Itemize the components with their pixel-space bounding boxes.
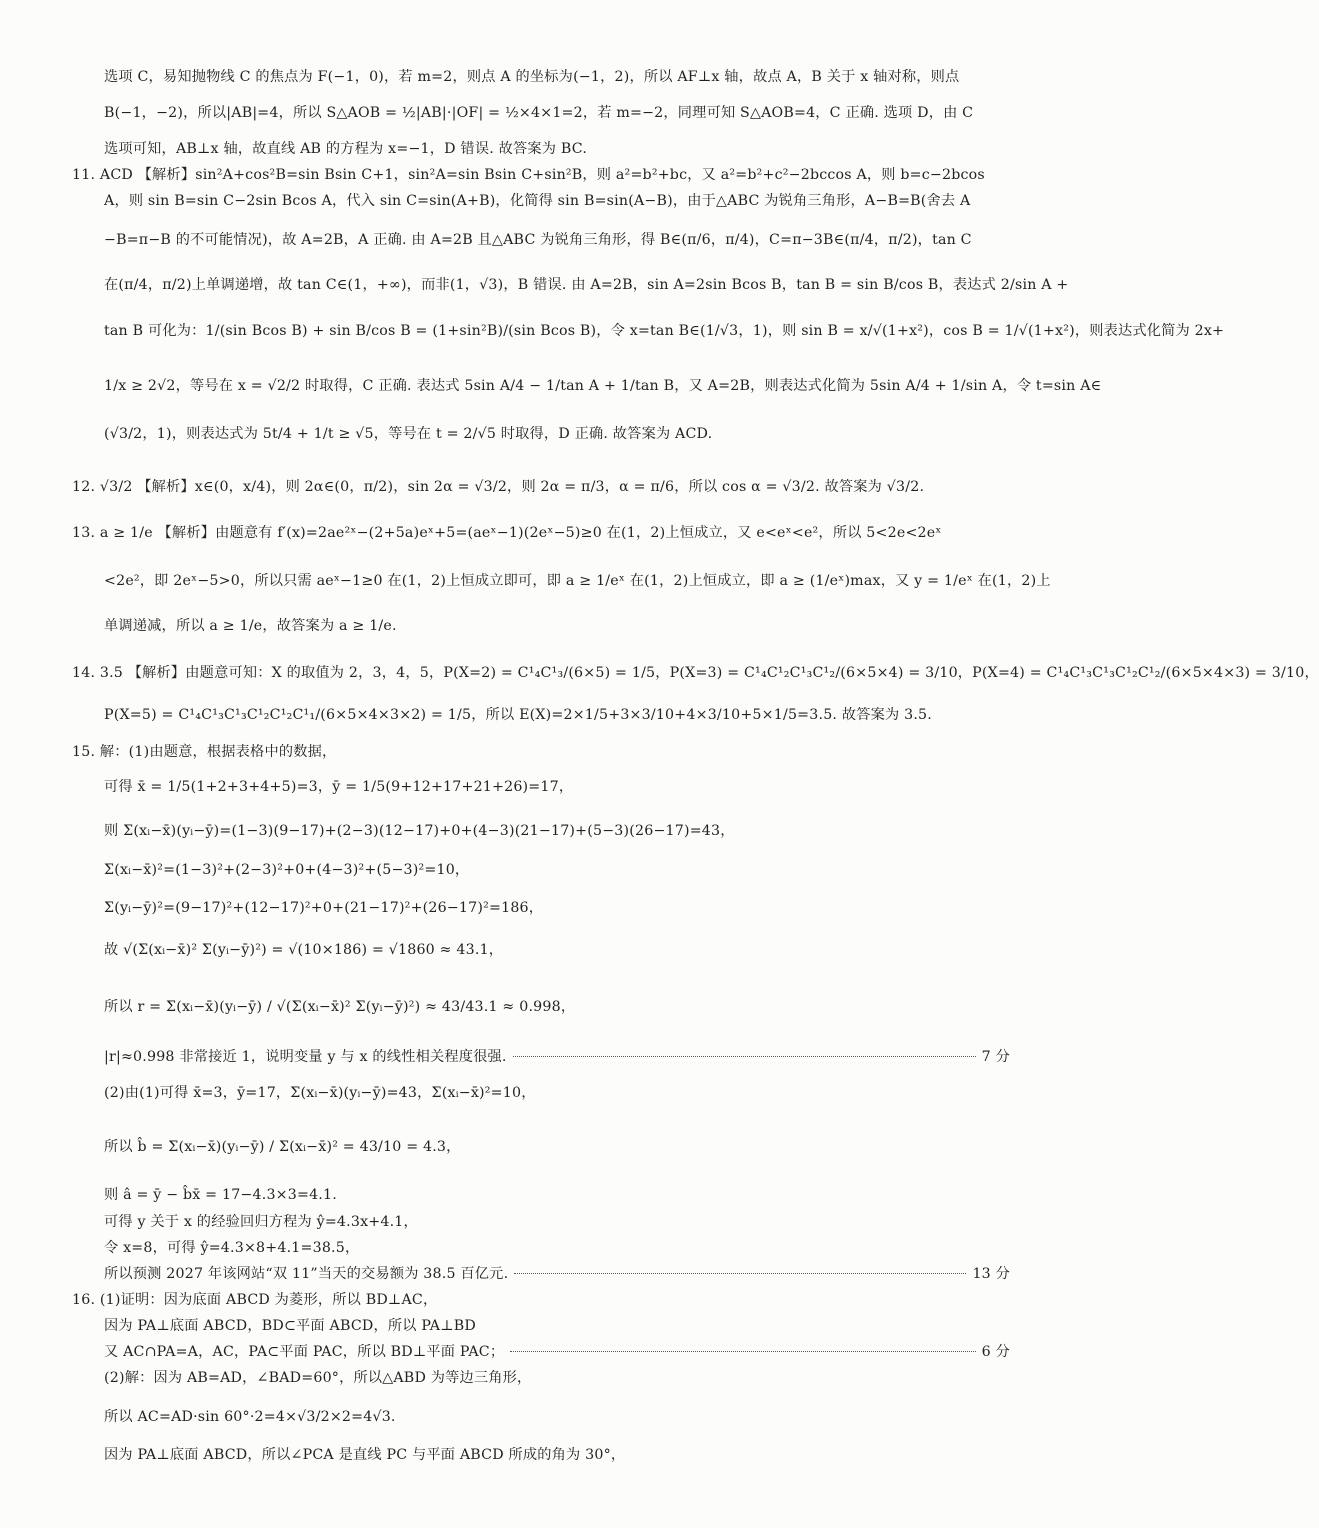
question-11-line: 11. ACD 【解析】sin²A+cos²B=sin Bsin C+1，sin²A=sin Bsin C+sin²B，则 a²=b²+bc，又 a²=b²+c²−2bccos A，则 b=c−2bcos — [72, 167, 985, 183]
text-line: Σ(xᵢ−x̄)²=(1−3)²+(2−3)²+0+(4−3)²+(5−3)²=10， — [104, 862, 470, 878]
text-line: 所以 b̂ = Σ(xᵢ−x̄)(yᵢ−ȳ) / Σ(xᵢ−x̄)² = 43/10 = 4.3， — [104, 1139, 461, 1155]
text-line: (2)由(1)可得 x̄=3，ȳ=17，Σ(xᵢ−x̄)(yᵢ−ȳ)=43，Σ(xᵢ−x̄)²=10， — [104, 1085, 536, 1101]
text-line: A，则 sin B=sin C−2sin Bcos A，代入 sin C=sin(A+B)，化简得 sin B=sin(A−B)，由于△ABC 为锐角三角形，A−B=B(舍去 A — [104, 193, 971, 209]
score-value: 6 分 — [981, 1344, 1010, 1360]
text-line: (√3/2，1)，则表达式为 5t/4 + 1/t ≥ √5，等号在 t = 2/√5 时取得，D 正确. 故答案为 ACD. — [104, 426, 713, 442]
text-line: Σ(yᵢ−ȳ)²=(9−17)²+(12−17)²+0+(21−17)²+(26−17)²=186， — [104, 900, 544, 916]
text-line: 选项可知，AB⊥x 轴，故直线 AB 的方程为 x=−1，D 错误. 故答案为 BC. — [104, 141, 588, 157]
text-line: 选项 C，易知抛物线 C 的焦点为 F(−1，0)，若 m=2，则点 A 的坐标为(−1，2)，所以 AF⊥x 轴，故点 A，B 关于 x 轴对称，则点 — [104, 69, 960, 85]
text-line: −B=π−B 的不可能情况)，故 A=2B，A 正确. 由 A=2B 且△ABC 为锐角三角形，得 B∈(π/6，π/4)，C=π−3B∈(π/4，π/2)，tan C — [104, 232, 972, 248]
question-15-line: 15. 解：(1)由题意，根据表格中的数据， — [72, 744, 337, 760]
text-line: 可得 x̄ = 1/5(1+2+3+4+5)=3，ȳ = 1/5(9+12+17+21+26)=17， — [104, 779, 574, 795]
text-line: tan B 可化为：1/(sin Bcos B) + sin B/cos B = (1+sin²B)/(sin Bcos B)，令 x=tan B∈(1/√3，1)，则 sin B = x/√(1+x²)，cos B = 1/√(1+x²)，则表达式化简为 2x+ — [104, 323, 1225, 339]
text-line: 因为 PA⊥底面 ABCD，BD⊂平面 ABCD，所以 PA⊥BD — [104, 1318, 476, 1334]
question-13-line: 13. a ≥ 1/e 【解析】由题意有 f′(x)=2ae²ˣ−(2+5a)eˣ+5=(aeˣ−1)(2eˣ−5)≥0 在(1，2)上恒成立，又 e<eˣ<e²，所以 5<2e<2eˣ — [72, 525, 942, 541]
score-line — [104, 1048, 1010, 1066]
score-line-text: 所以预测 2027 年该网站“双 11”当天的交易额为 38.5 百亿元. — [104, 1266, 509, 1282]
leader-dots — [510, 1351, 975, 1352]
question-14-line: 14. 3.5 【解析】由题意可知：X 的取值为 2，3，4，5，P(X=2) = C¹₄C¹₃/(6×5) = 1/5，P(X=3) = C¹₄C¹₂C¹₃C¹₂/(6×5×4) = 3/10，P(X=4) = C¹₄C¹₃C¹₃C¹₂C¹₂/(6×5×4×3) = 3/10， — [72, 665, 1319, 681]
text-line: 则 â = ȳ − b̂x̄ = 17−4.3×3=4.1. — [104, 1187, 337, 1203]
question-16-line: 16. (1)证明：因为底面 ABCD 为菱形，所以 BD⊥AC， — [72, 1292, 438, 1308]
text-line: 则 Σ(xᵢ−x̄)(yᵢ−ȳ)=(1−3)(9−17)+(2−3)(12−17)+0+(4−3)(21−17)+(5−3)(26−17)=43， — [104, 823, 735, 839]
score-line — [104, 1265, 1010, 1283]
text-line: P(X=5) = C¹₄C¹₃C¹₃C¹₂C¹₂C¹₁/(6×5×4×3×2) = 1/5，所以 E(X)=2×1/5+3×3/10+4×3/10+5×1/5=3.5. 故答案为 3.5. — [104, 707, 932, 723]
question-12-line: 12. √3/2 【解析】x∈(0，x/4)，则 2α∈(0，π/2)，sin 2α = √3/2，则 2α = π/3，α = π/6，所以 cos α = √3/2. 故答案为 √3/2. — [72, 479, 925, 495]
text-line: <2e²，即 2eˣ−5>0，所以只需 aeˣ−1≥0 在(1，2)上恒成立即可，即 a ≥ 1/eˣ 在(1，2)上恒成立，即 a ≥ (1/eˣ)max，又 y = 1/eˣ 在(1，2)上 — [104, 573, 1051, 589]
text-line: 故 √(Σ(xᵢ−x̄)² Σ(yᵢ−ȳ)²) = √(10×186) = √1860 ≈ 43.1， — [104, 942, 504, 958]
score-line-text: 又 AC∩PA=A，AC，PA⊂平面 PAC，所以 BD⊥平面 PAC； — [104, 1344, 505, 1360]
text-line: 单调递减，所以 a ≥ 1/e，故答案为 a ≥ 1/e. — [104, 618, 397, 634]
text-line: 因为 PA⊥底面 ABCD，所以∠PCA 是直线 PC 与平面 ABCD 所成的角为 30°， — [104, 1447, 626, 1463]
leader-dots — [514, 1273, 966, 1274]
text-line: 令 x=8，可得 ŷ=4.3×8+4.1=38.5， — [104, 1240, 360, 1256]
text-line: 所以 AC=AD·sin 60°·2=4×√3/2×2=4√3. — [104, 1409, 396, 1425]
text-line: 可得 y 关于 x 的经验回归方程为 ŷ=4.3x+4.1， — [104, 1214, 418, 1230]
text-line: 1/x ≥ 2√2，等号在 x = √2/2 时取得，C 正确. 表达式 5sin A/4 − 1/tan A + 1/tan B，又 A=2B，则表达式化简为 5sin A/4 + 1/sin A，令 t=sin A∈ — [104, 378, 1102, 394]
leader-dots — [513, 1056, 976, 1057]
text-line: 在(π/4，π/2)上单调递增，故 tan C∈(1，+∞)，而非(1，√3)，B 错误. 由 A=2B，sin A=2sin Bcos B，tan B = sin B/cos B，表达式 2/sin A + — [104, 277, 1069, 293]
score-line — [104, 1343, 1010, 1361]
text-line: (2)解：因为 AB=AD，∠BAD=60°，所以△ABD 为等边三角形， — [104, 1370, 532, 1386]
score-line-text: |r|≈0.998 非常接近 1，说明变量 y 与 x 的线性相关程度很强. — [104, 1049, 507, 1065]
text-line: 所以 r = Σ(xᵢ−x̄)(yᵢ−ȳ) / √(Σ(xᵢ−x̄)² Σ(yᵢ−ȳ)²) ≈ 43/43.1 ≈ 0.998， — [104, 999, 576, 1015]
text-line: B(−1，−2)，所以|AB|=4，所以 S△AOB = ½|AB|·|OF| = ½×4×1=2，若 m=−2，同理可知 S△AOB=4，C 正确. 选项 D，由 C — [104, 105, 974, 121]
score-value: 7 分 — [981, 1049, 1010, 1065]
score-value: 13 分 — [972, 1266, 1010, 1282]
